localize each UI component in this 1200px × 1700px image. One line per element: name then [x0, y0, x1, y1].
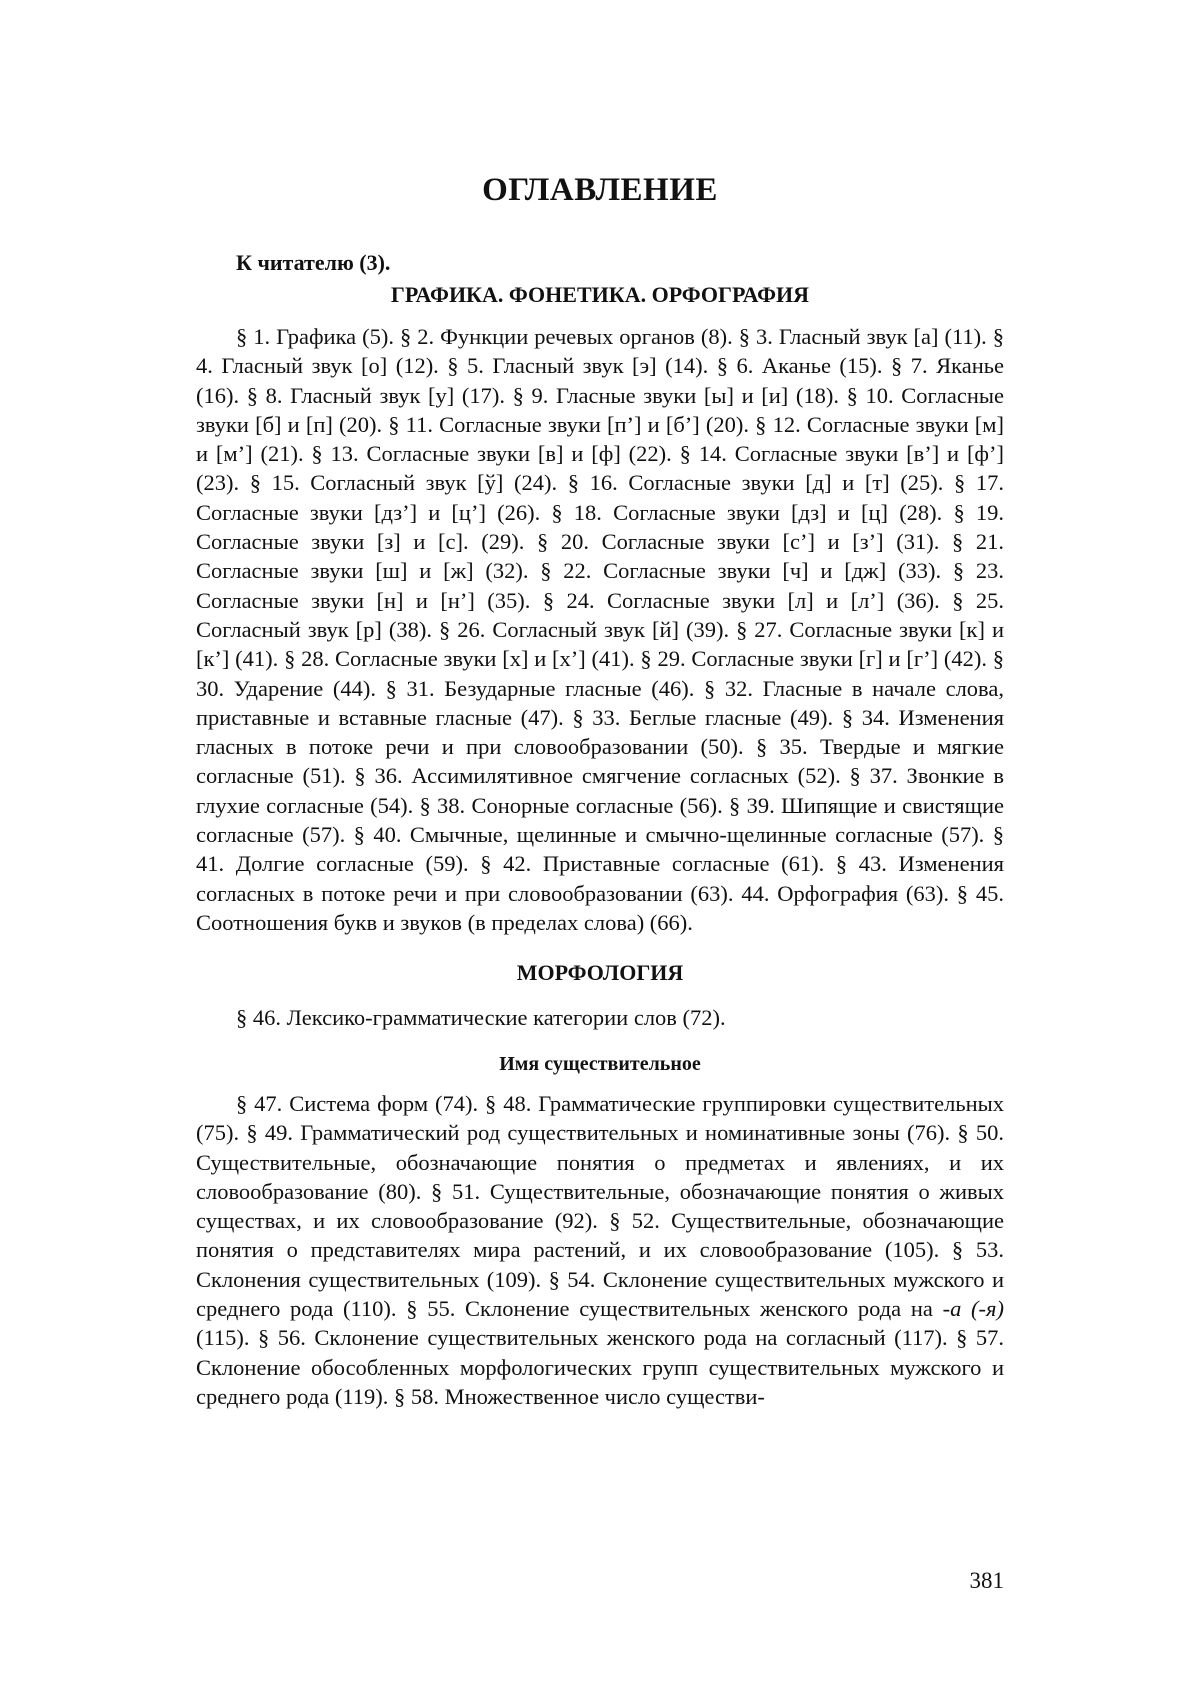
page-title: ОГЛАВЛЕНИЕ	[482, 172, 718, 208]
page-number: 381	[969, 1568, 1004, 1593]
reader-entry: К читателю (3).	[236, 250, 391, 275]
section-heading-morphology: МОРФОЛОГИЯ	[516, 960, 684, 985]
noun-text-part-1: § 47. Система форм (74). § 48. Грамматические группировки существительных (75). § 49. Грамматический род существительных и номинативные зоны (76). § 50. Существительные, обозначающие понятия о предметах и явлениях, и их словообразование (80). § 51. Существительные, обозначающие понятия о живых существах, и их словообразование (92). § 52. Существительные, обозначающие понятия о представителях мира растений, и их словообразование (105). § 53. Склонения существительных (109). § 54. Склонение существительных мужского и среднего рода (110). § 55. Склонение существительных женского рода на	[196, 1091, 1004, 1322]
toc-paragraph-morphology: § 46. Лексико-грамматические категории слов (72).	[236, 1005, 726, 1030]
toc-paragraph-graphics: § 1. Графика (5). § 2. Функции речевых органов (8). § 3. Гласный звук [а] (11). § 4. Гласный звук [о] (12). § 5. Гласный звук [э] (14). § 6. Аканье (15). § 7. Яканье (16). § 8. Гласный звук [у] (17). § 9. Гласные звуки [ы] и [и] (18). § 10. Согласные звуки [б] и [п] (20). § 11. Согласные звуки [п’] и [б’] (20). § 12. Согласные звуки [м] и [м’] (21). § 13. Согласные звуки [в] и [ф] (22). § 14. Согласные звуки [в’] и [ф’] (23). § 15. Согласный звук [ў] (24). § 16. Согласные звуки [д] и [т] (25). § 17. Согласные звуки [дз’] и [ц’] (26). § 18. Согласные звуки [дз] и [ц] (28). § 19. Согласные звуки [з] и [с]. (29). § 20. Согласные звуки [с’] и [з’] (31). § 21. Согласные звуки [ш] и [ж] (32). § 22. Согласные звуки [ч] и [дж] (33). § 23. Согласные звуки [н] и [н’] (35). § 24. Согласные звуки [л] и [л’] (36). § 25. Согласный звук [р] (38). § 26. Согласный звук [й] (39). § 27. Согласные звуки [к] и [к’] (41). § 28. Согласные звуки [х] и [х’] (41). § 29. Согласные звуки [г] и [г’] (42). § 30. Ударение (44). § 31. Безударные гласные (46). § 32. Гласные в начале слова, приставные и вставные гласные (47). § 33. Беглые гласные (49). § 34. Изменения гласных в потоке речи и при словообразовании (50). § 35. Твердые и мягкие согласные (51). § 36. Ассимилятивное смягчение согласных (52). § 37. Звонкие в глухие согласные (54). § 38. Сонорные согласные (56). § 39. Шипящие и свистящие согласные (57). § 40. Смычные, щелинные и смычно-щелинные согласные (57). § 41. Долгие согласные (59). § 42. Приставные согласные (61). § 43. Изменения согласных в потоке речи и при словообразовании (63). 44. Орфография (63). § 45. Соотношения букв и звуков (в пределах слова) (66).	[196, 324, 1004, 935]
section-heading-graphics: ГРАФИКА. ФОНЕТИКА. ОРФОГРАФИЯ	[390, 282, 810, 307]
noun-text-italic: -а (-я)	[942, 1296, 1004, 1322]
noun-text-part-2: (115). § 56. Склонение существительных женского рода на согласный (117). § 57. Склонение обособленных морфологических групп существительных мужского и среднего рода (119). § 58. Множественное число существи-	[196, 1325, 1004, 1409]
subsection-heading-noun: Имя существительное	[499, 1053, 701, 1075]
toc-paragraph-noun	[196, 1089, 1004, 1411]
